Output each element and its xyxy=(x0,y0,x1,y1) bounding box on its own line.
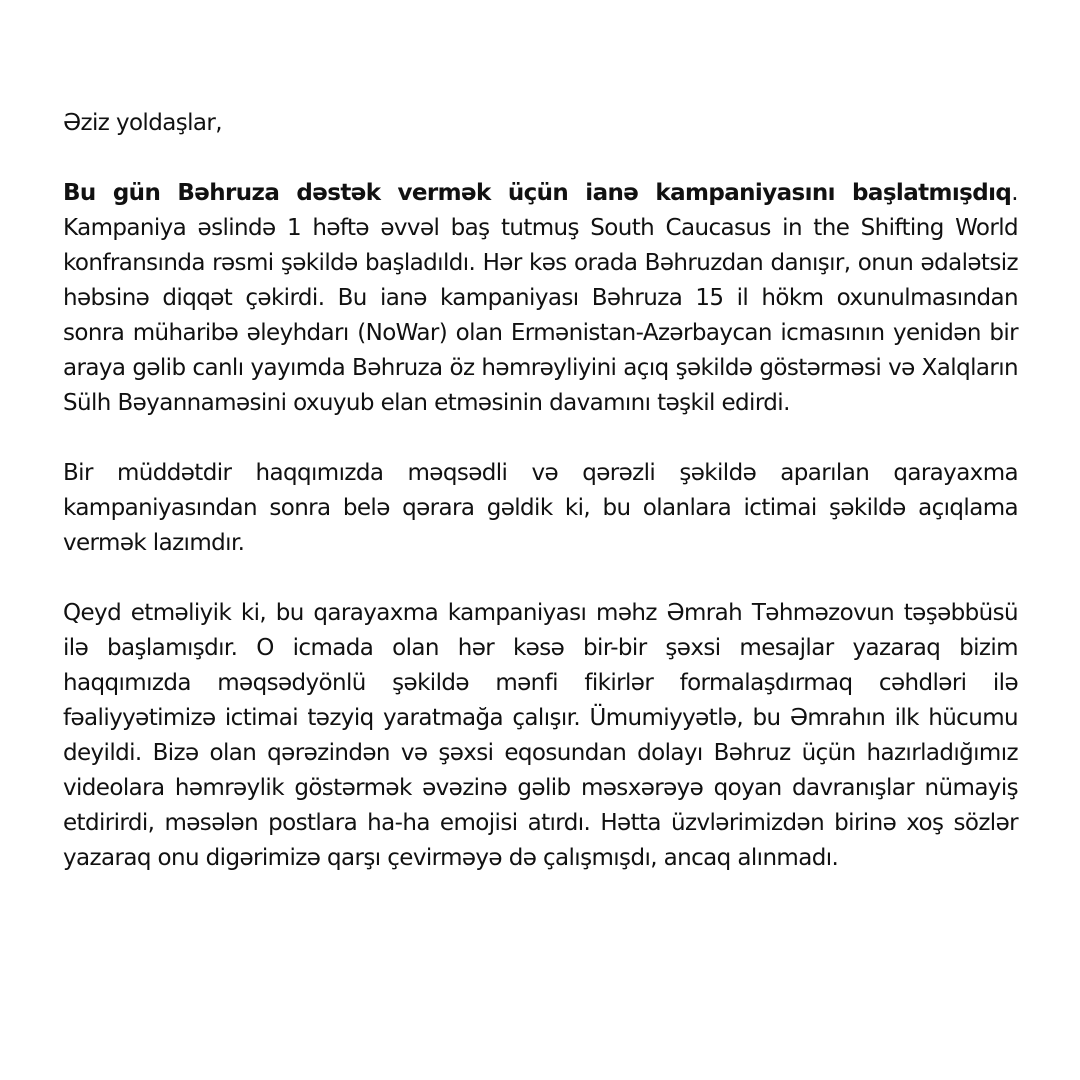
paragraph-1-bold-lead: Bu gün Bəhruza dəstək vermək üçün ianə kampaniyasını başlatmışdıq xyxy=(63,180,1012,206)
paragraph-1 xyxy=(63,176,1018,421)
paragraph-2: Bir müddətdir haqqımızda məqsədli və qərəzli şəkildə aparılan qarayaxma kampaniyasından sonra belə qərara gəldik ki, bu olanlara ictimai şəkildə açıqlama vermək lazımdır. xyxy=(63,460,1018,556)
paragraph-1-rest: . Kampaniya əslində 1 həftə əvvəl baş tutmuş South Caucasus in the Shifting World konfransında rəsmi şəkildə başladıldı. Hər kəs orada Bəhruzdan danışır, onun ədalətsiz həbsinə diqqət çəkirdi. Bu ianə kampaniyası Bəhruza 15 il hökm oxunulmasından sonra müharibə əleyhdarı (NoWar) olan Ermənistan-Azərbaycan icmasının yenidən bir araya gəlib canlı yayımda Bəhruza öz həmrəyliyini açıq şəkildə göstərməsi və Xalqların Sülh Bəyannaməsini oxuyub elan etməsinin davamını təşkil edirdi. xyxy=(63,180,1018,416)
letter-body xyxy=(63,106,1018,876)
greeting: Əziz yoldaşlar, xyxy=(63,110,222,136)
paragraph-3: Qeyd etməliyik ki, bu qarayaxma kampaniyası məhz Əmrah Təhməzovun təşəbbüsü ilə başlamışdır. O icmada olan hər kəsə bir-bir şəxsi mesajlar yazaraq bizim haqqımızda məqsədyönlü şəkildə mənfi fikirlər formalaşdırmaq cəhdləri ilə fəaliyyətimizə ictimai təzyiq yaratmağa çalışır. Ümumiyyətlə, bu Əmrahın ilk hücumu deyildi. Bizə olan qərəzindən və şəxsi eqosundan dolayı Bəhruz üçün hazırladığımız videolara həmrəylik göstərmək əvəzinə gəlib məsxərəyə qoyan davranışlar nümayiş etdirirdi, məsələn postlara ha-ha emojisi atırdı. Hətta üzvlərimizdən birinə xoş sözlər yazaraq onu digərimizə qarşı çevirməyə də çalışmışdı, ancaq alınmadı. xyxy=(63,600,1018,871)
